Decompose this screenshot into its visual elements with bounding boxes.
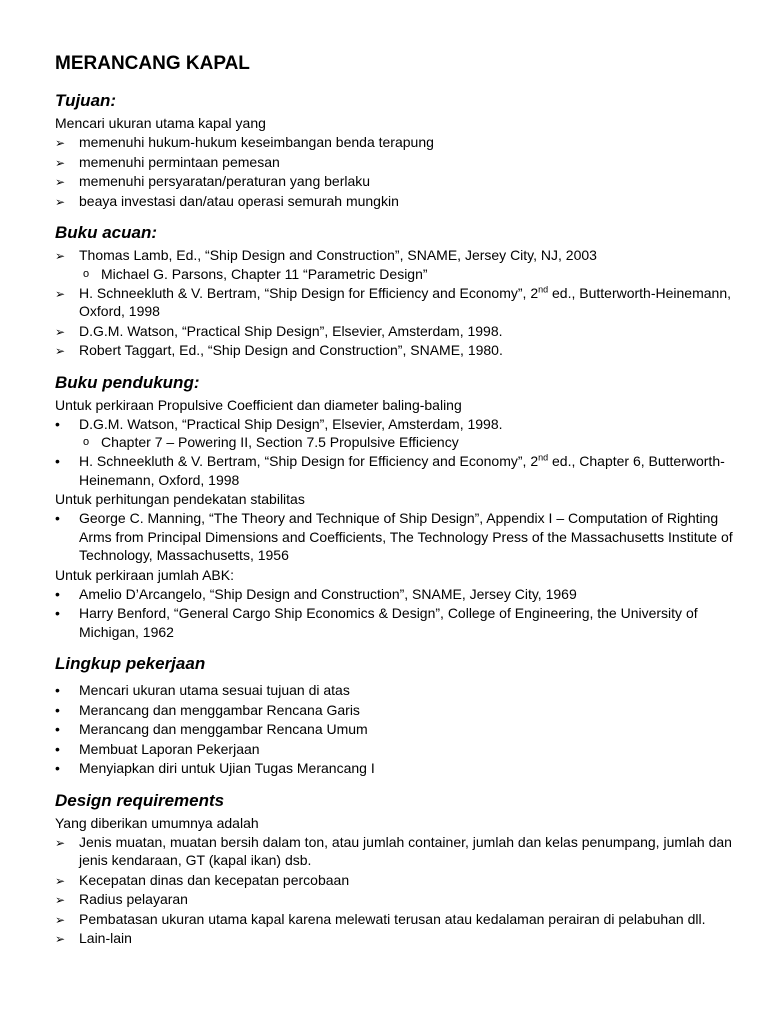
list-item: • Amelio D’Arcangelo, “Ship Design and Construction”, SNAME, Jersey City, 1969 (55, 585, 738, 604)
arrow-bullet-icon (55, 929, 73, 949)
tujuan-intro: Mencari ukuran utama kapal yang (55, 115, 266, 131)
list-item: • Membuat Laporan Pekerjaan (55, 740, 738, 759)
list-item: ➢ Pembatasan ukuran utama kapal karena melewati terusan atau kedalaman perairan di pelabuhan dll. (55, 910, 738, 929)
arrow-bullet-icon (55, 871, 73, 891)
arrow-bullet-icon (55, 133, 73, 153)
heading-design-requirements: Design requirements (55, 790, 225, 810)
sub-list-item: o Chapter 7 – Powering II, Section 7.5 Propulsive Efficiency (83, 434, 459, 450)
list-item: • Mencari ukuran utama sesuai tujuan di atas (55, 681, 738, 700)
heading-buku-pendukung: Buku pendukung: (55, 372, 200, 392)
dot-bullet-icon (55, 720, 73, 739)
section-buku-pendukung (55, 372, 738, 642)
list-item: • Merancang dan menggambar Rencana Umum (55, 720, 738, 739)
pendukung-list-1 (55, 415, 738, 490)
list-item: ➢ Radius pelayaran (55, 890, 738, 909)
arrow-bullet-icon (55, 246, 73, 266)
pendukung-intro-3: Untuk perkiraan jumlah ABK: (55, 566, 234, 583)
tujuan-list (55, 133, 738, 210)
list-item: • Merancang dan menggambar Rencana Garis (55, 701, 738, 720)
pendukung-list-3 (55, 585, 738, 642)
arrow-bullet-icon (55, 153, 73, 173)
arrow-bullet-icon (55, 322, 73, 342)
circle-bullet-icon: o (83, 436, 90, 448)
arrow-bullet-icon (55, 192, 73, 212)
arrow-bullet-icon (55, 910, 73, 930)
dot-bullet-icon (55, 681, 73, 700)
list-item: ➢ H. Schneekluth & V. Bertram, “Ship Design for Efficiency and Economy”, 2nd ed., Butterworth-Heinemann, Oxford, 1998 (55, 284, 738, 321)
section-lingkup (55, 653, 738, 778)
design-req-intro: Yang diberikan umumnya adalah (55, 814, 259, 831)
list-item: ➢ D.G.M. Watson, “Practical Ship Design”, Elsevier, Amsterdam, 1998. (55, 322, 738, 341)
list-item: ➢ Jenis muatan, muatan bersih dalam ton, atau jumlah container, jumlah dan kelas penumpang, jumlah dan jenis kendaraan, GT (kapal ikan) dsb. (55, 833, 738, 870)
list-item: ➢ Thomas Lamb, Ed., “Ship Design and Construction”, SNAME, Jersey City, NJ, 2003 o Michael G. Parsons, Chapter 11 “Parametric Design” (55, 246, 738, 283)
circle-bullet-icon: o (83, 267, 90, 280)
design-req-list (55, 833, 738, 948)
dot-bullet-icon (55, 509, 73, 528)
section-design-requirements (55, 790, 738, 948)
heading-tujuan: Tujuan: (55, 91, 117, 110)
heading-lingkup: Lingkup pekerjaan (55, 654, 206, 673)
sub-list (55, 265, 738, 283)
list-item: • Harry Benford, “General Cargo Ship Economics & Design”, College of Engineering, the University of Michigan, 1962 (55, 604, 738, 641)
pendukung-list-2 (55, 509, 738, 565)
sub-list (55, 433, 738, 451)
dot-bullet-icon (55, 452, 73, 471)
arrow-bullet-icon (55, 284, 73, 304)
list-item: ➢ beaya investasi dan/atau operasi semurah mungkin (55, 192, 738, 211)
arrow-bullet-icon (55, 341, 73, 361)
list-item: • Menyiapkan diri untuk Ujian Tugas Merancang I (55, 759, 738, 778)
dot-bullet-icon (55, 740, 73, 759)
pendukung-intro-1: Untuk perkiraan Propulsive Coefficient dan diameter baling-baling (55, 396, 462, 413)
list-item: ➢ memenuhi persyaratan/peraturan yang berlaku (55, 172, 738, 191)
list-item: ➢ Lain-lain (55, 929, 738, 948)
list-item: • H. Schneekluth & V. Bertram, “Ship Design for Efficiency and Economy”, 2nd ed., Chapter 6, Butterworth-Heinemann, Oxford, 1998 (55, 452, 738, 489)
dot-bullet-icon (55, 585, 73, 604)
section-buku-acuan (55, 222, 738, 360)
list-item: ➢ memenuhi permintaan pemesan (55, 153, 738, 172)
section-tujuan (55, 90, 738, 210)
document-title: MERANCANG KAPAL (55, 53, 250, 74)
dot-bullet-icon (55, 415, 73, 434)
list-item: ➢ Kecepatan dinas dan kecepatan percobaan (55, 871, 738, 890)
dot-bullet-icon (55, 701, 73, 720)
arrow-bullet-icon (55, 833, 73, 853)
list-item: ➢ Robert Taggart, Ed., “Ship Design and Construction”, SNAME, 1980. (55, 341, 738, 360)
list-item: • D.G.M. Watson, “Practical Ship Design”, Elsevier, Amsterdam, 1998. o Chapter 7 – Powering II, Section 7.5 Propulsive Efficiency (55, 415, 738, 452)
arrow-bullet-icon (55, 172, 73, 192)
lingkup-list (55, 681, 738, 778)
dot-bullet-icon (55, 604, 73, 623)
dot-bullet-icon (55, 759, 73, 778)
buku-acuan-list (55, 246, 738, 360)
pendukung-intro-2: Untuk perhitungan pendekatan stabilitas (55, 491, 305, 507)
list-item: • George C. Manning, “The Theory and Technique of Ship Design”, Appendix I – Computation of Righting Arms from Principal Dimensions and Coefficients, The Technology Press of the Massachusetts Institute of Technology, Massachusetts, 1956 (55, 509, 738, 565)
sub-list-item: o Michael G. Parsons, Chapter 11 “Parametric Design” (83, 265, 428, 282)
arrow-bullet-icon (55, 890, 73, 910)
heading-buku-acuan: Buku acuan: (55, 223, 158, 242)
list-item: ➢ memenuhi hukum-hukum keseimbangan benda terapung (55, 133, 738, 152)
